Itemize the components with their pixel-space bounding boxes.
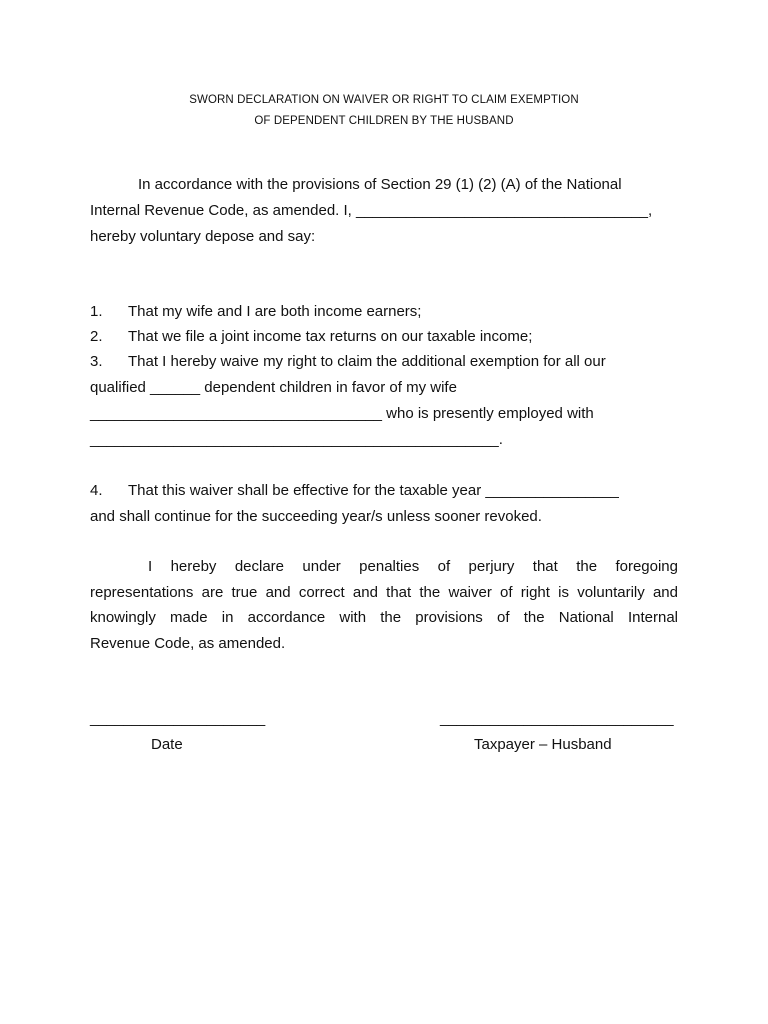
intro-line-3: hereby voluntary depose and say:	[90, 228, 316, 245]
declaration-line-1: I hereby declare under penalties of perjury that the foregoing	[148, 558, 678, 575]
taxpayer-label: Taxpayer – Husband	[474, 736, 612, 753]
list-item-text: _________________________________________________.	[90, 431, 503, 448]
list-item-text: That this waiver shall be effective for the taxable year ________________	[128, 482, 619, 499]
intro-line-2: Internal Revenue Code, as amended. I, ___________________________________,	[90, 202, 653, 219]
list-item-text: ___________________________________ who is presently employed with	[90, 405, 594, 422]
list-item-text: qualified ______ dependent children in favor of my wife	[90, 379, 457, 396]
list-item-text: and shall continue for the succeeding year/s unless sooner revoked.	[90, 508, 542, 525]
document-title-line-2: OF DEPENDENT CHILDREN BY THE HUSBAND	[254, 115, 514, 127]
date-label: Date	[151, 736, 183, 753]
declaration-line-3: knowingly made in accordance with the provisions of the National Internal	[90, 609, 678, 626]
date-signature-line: _____________________	[90, 710, 266, 727]
intro-line-1: In accordance with the provisions of Section 29 (1) (2) (A) of the National	[138, 176, 622, 193]
list-item-number: 4.	[90, 482, 103, 499]
list-item-number: 1.	[90, 303, 103, 320]
taxpayer-signature-line: ____________________________	[440, 710, 674, 727]
declaration-line-4: Revenue Code, as amended.	[90, 635, 286, 652]
list-item-number: 3.	[90, 353, 103, 370]
document-title-line-1: SWORN DECLARATION ON WAIVER OR RIGHT TO CLAIM EXEMPTION	[189, 94, 579, 106]
list-item-number: 2.	[90, 328, 103, 345]
list-item-text: That my wife and I are both income earners;	[128, 303, 422, 320]
declaration-line-2: representations are true and correct and that the waiver of right is voluntarily and	[90, 584, 678, 601]
list-item-text: That we file a joint income tax returns on our taxable income;	[128, 328, 533, 345]
list-item-text: That I hereby waive my right to claim the additional exemption for all our	[128, 353, 606, 370]
